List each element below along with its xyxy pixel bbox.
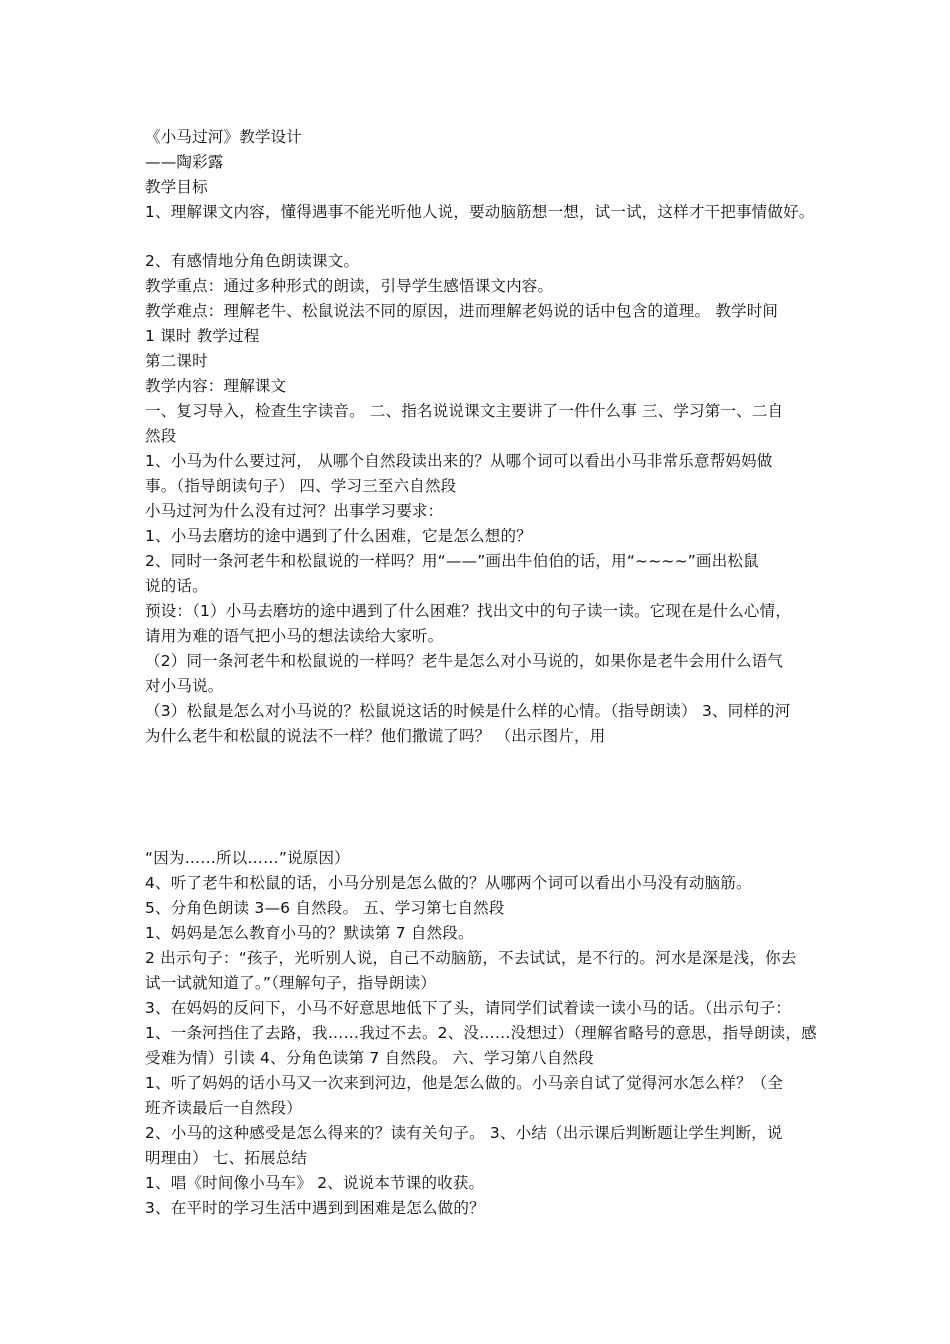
text-line: 1、小马去磨坊的途中遇到了什么困难，它是怎么想的？: [145, 527, 532, 545]
text-line: 事。（指导朗读句子） 四、学习三至六自然段: [145, 477, 457, 495]
text-line: （2）同一条河老牛和松鼠说的一样吗？老牛是怎么对小马说的，如果你是老牛会用什么语气: [145, 652, 784, 670]
text-line: 预设：（1）小马去磨坊的途中遇到了什么困难？找出文中的句子读一读。它现在是什么心情，: [145, 602, 792, 620]
text-line: 试一试就知道了。”（理解句子，指导朗读）: [145, 974, 437, 992]
text-line: 2 出示句子：“孩子，光听别人说，自己不动脑筋，不去试试，是不行的。河水是深是浅，你去: [145, 949, 797, 967]
section-heading: 教学目标: [145, 178, 208, 196]
text-line: 小马过河为什么没有过河？出事学习要求：: [145, 502, 444, 520]
section-heading: 第二课时: [145, 352, 208, 370]
text-line: 明理由） 七、拓展总结: [145, 1149, 308, 1167]
text-line: 教学难点：理解老牛、松鼠说法不同的原因，进而理解老妈说的话中包含的道理。 教学时间: [145, 302, 779, 320]
text-line: 班齐读最后一自然段）: [145, 1099, 303, 1117]
text-line: 3、在妈妈的反问下，小马不好意思地低下了头，请同学们试着读一读小马的话。（出示句子：: [145, 999, 792, 1017]
text-line: 然段: [145, 427, 177, 445]
text-line: 说的话。: [145, 577, 208, 595]
text-line: 1、妈妈是怎么教育小马的？默读第 7 自然段。: [145, 924, 474, 942]
text-line: 请用为难的语气把小马的想法读给大家听。: [145, 627, 444, 645]
text-line: 为什么老牛和松鼠的说法不一样？他们撒谎了吗？ （出示图片，用: [145, 727, 606, 745]
text-line: （3）松鼠是怎么对小马说的？松鼠说这话的时候是什么样的心情。（指导朗读） 3、同样的河: [145, 702, 791, 720]
text-line: 2、同时一条河老牛和松鼠说的一样吗？用“——”画出牛伯伯的话，用“~~~~”画出松鼠: [145, 552, 759, 570]
doc-title: 《小马过河》教学设计: [145, 128, 303, 146]
text-line: 1、小马为什么要过河， 从哪个自然段读出来的？从哪个词可以看出小马非常乐意帮妈妈做: [145, 452, 773, 470]
text-line: 1、一条河挡住了去路，我……我过不去。2、没……没想过）（理解省略号的意思，指导朗读，感: [145, 1024, 817, 1042]
doc-author: ——陶彩露: [145, 153, 224, 171]
text-line: 教学内容：理解课文: [145, 377, 287, 395]
text-line: 1、唱《时间像小马车》 2、说说本节课的收获。: [145, 1174, 485, 1192]
text-line: 4、听了老牛和松鼠的话，小马分别是怎么做的？从哪两个词可以看出小马没有动脑筋。: [145, 874, 752, 892]
text-line: “因为……所以……”说原因）: [145, 849, 350, 867]
text-line: 2、小马的这种感受是怎么得来的？读有关句子。 3、小结（出示课后判断题让学生判断，说: [145, 1124, 783, 1142]
text-line: 1、理解课文内容，懂得遇事不能光听他人说，要动脑筋想一想，试一试，这样才干把事情做好。: [145, 203, 815, 221]
text-line: 3、在平时的学习生活中遇到到困难是怎么做的？: [145, 1199, 485, 1217]
text-line: 5、分角色朗读 3—6 自然段。 五、学习第七自然段: [145, 899, 505, 917]
text-line: 1 课时 教学过程: [145, 327, 260, 345]
text-line: 对小马说。: [145, 677, 224, 695]
text-line: 受难为情）引读 4、分角色读第 7 自然段。 六、学习第八自然段: [145, 1049, 594, 1067]
text-line: 教学重点：通过多种形式的朗读，引导学生感悟课文内容。: [145, 277, 554, 295]
text-line: 2、有感情地分角色朗读课文。: [145, 252, 360, 270]
text-line: 一、复习导入，检查生字读音。 二、指名说说课文主要讲了一件什么事 三、学习第一、二自: [145, 402, 784, 420]
text-line: 1、听了妈妈的话小马又一次来到河边，他是怎么做的。小马亲自试了觉得河水怎么样？（全: [145, 1074, 784, 1092]
